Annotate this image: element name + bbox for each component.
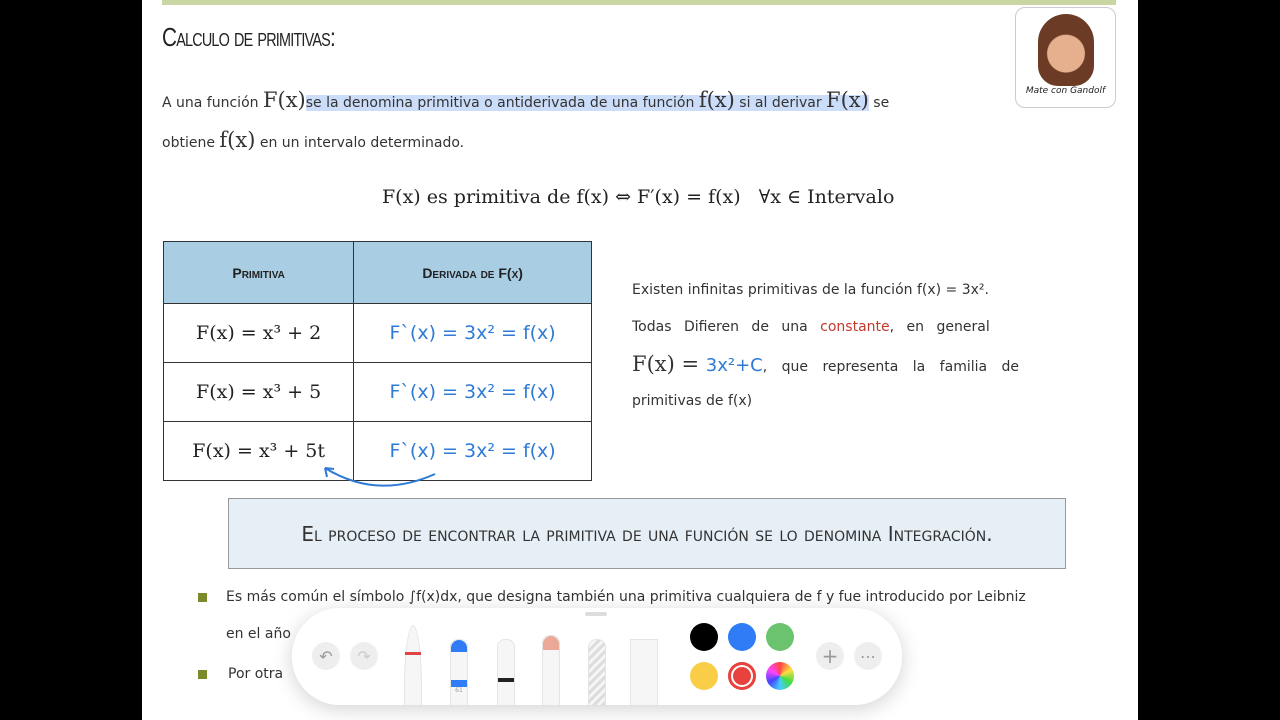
avatar xyxy=(1015,7,1116,108)
bullet-icon xyxy=(198,593,207,602)
highlighter-tool-icon[interactable] xyxy=(450,639,468,705)
text: se la denomina primitiva o antiderivada de una función xyxy=(305,95,699,111)
math: f(x) xyxy=(698,88,735,112)
bullet-text-1-cont: en el año xyxy=(226,626,291,642)
side-note-line2 xyxy=(632,319,990,335)
marker-size: 61 xyxy=(455,687,463,694)
text: , que representa la familia de xyxy=(762,359,1020,375)
document-page xyxy=(142,0,1138,720)
text: A una función xyxy=(162,95,263,111)
header-rule xyxy=(162,0,1116,5)
math: F(x) xyxy=(262,88,306,112)
cell: F(x) = x³ + 5 xyxy=(164,363,354,422)
math: F(x) xyxy=(826,88,869,112)
add-button[interactable]: + xyxy=(816,642,844,670)
definition-paragraph-2 xyxy=(162,128,464,152)
lasso-tool-icon[interactable] xyxy=(588,639,606,705)
color-yellow[interactable] xyxy=(690,662,718,690)
cell: F`(x) = 3x² = f(x) xyxy=(354,422,592,481)
ruler-tool-icon[interactable] xyxy=(630,639,658,705)
annotation-arrow xyxy=(317,460,442,492)
avatar-face-icon xyxy=(1038,14,1094,86)
header-derivada: Derivada de F(x) xyxy=(354,242,592,304)
toolbar-drag-handle[interactable] xyxy=(585,612,607,616)
handwritten-formula: 3x²+C xyxy=(705,355,763,376)
side-note-line1: Existen infinitas primitivas de la función f(x) = 3x². xyxy=(632,282,989,298)
color-picker-icon[interactable] xyxy=(766,662,794,690)
pen-tool-icon[interactable] xyxy=(404,625,422,705)
eraser-tool-icon[interactable] xyxy=(542,635,560,705)
text: si al derivar xyxy=(734,95,827,111)
table-row xyxy=(164,304,592,363)
cell: F`(x) = 3x² = f(x) xyxy=(354,363,592,422)
page-title: Calculo de primitivas: xyxy=(162,22,335,52)
color-blue[interactable] xyxy=(728,623,756,651)
constante-word: constante xyxy=(820,319,890,335)
color-green[interactable] xyxy=(766,623,794,651)
math: F(x) = xyxy=(632,352,706,376)
text: Todas Difieren de una xyxy=(632,319,821,335)
definition-paragraph xyxy=(162,88,889,112)
integration-banner: El proceso de encontrar la primitiva de una función se lo denomina Integración. xyxy=(228,498,1066,569)
color-black[interactable] xyxy=(690,623,718,651)
bullet-text-2: Por otra xyxy=(228,666,284,682)
bullet-text-1: Es más común el símbolo ∫f(x)dx, que designa también una primitiva cualquiera de f y fue introducido por Leibniz xyxy=(226,589,1026,605)
definition-formula: F(x) es primitiva de f(x) ⇔ F′(x) = f(x) ∀x ∈ Intervalo xyxy=(382,186,895,208)
text: se xyxy=(868,95,890,111)
more-button[interactable]: ⋯ xyxy=(854,642,882,670)
side-note-line4: primitivas de f(x) xyxy=(632,393,753,409)
table-row xyxy=(164,363,592,422)
primitives-table xyxy=(163,241,592,481)
undo-button[interactable]: ↶ xyxy=(312,642,340,670)
cell: F`(x) = 3x² = f(x) xyxy=(354,304,592,363)
markup-toolbar xyxy=(292,608,902,705)
pencil-tool-icon[interactable] xyxy=(497,639,515,705)
header-primitiva: Primitiva xyxy=(164,242,354,304)
text: , en general xyxy=(889,319,990,335)
text: obtiene xyxy=(162,135,220,151)
redo-button[interactable]: ↷ xyxy=(350,642,378,670)
color-red-selected[interactable] xyxy=(728,662,756,690)
text: en un intervalo determinado. xyxy=(255,135,465,151)
math: f(x) xyxy=(219,128,256,152)
bullet-icon xyxy=(198,670,207,679)
cell: F(x) = x³ + 5t xyxy=(164,422,354,481)
side-note-line3 xyxy=(632,352,1019,376)
cell: F(x) = x³ + 2 xyxy=(164,304,354,363)
avatar-caption: Mate con Gandolf xyxy=(1025,86,1106,96)
